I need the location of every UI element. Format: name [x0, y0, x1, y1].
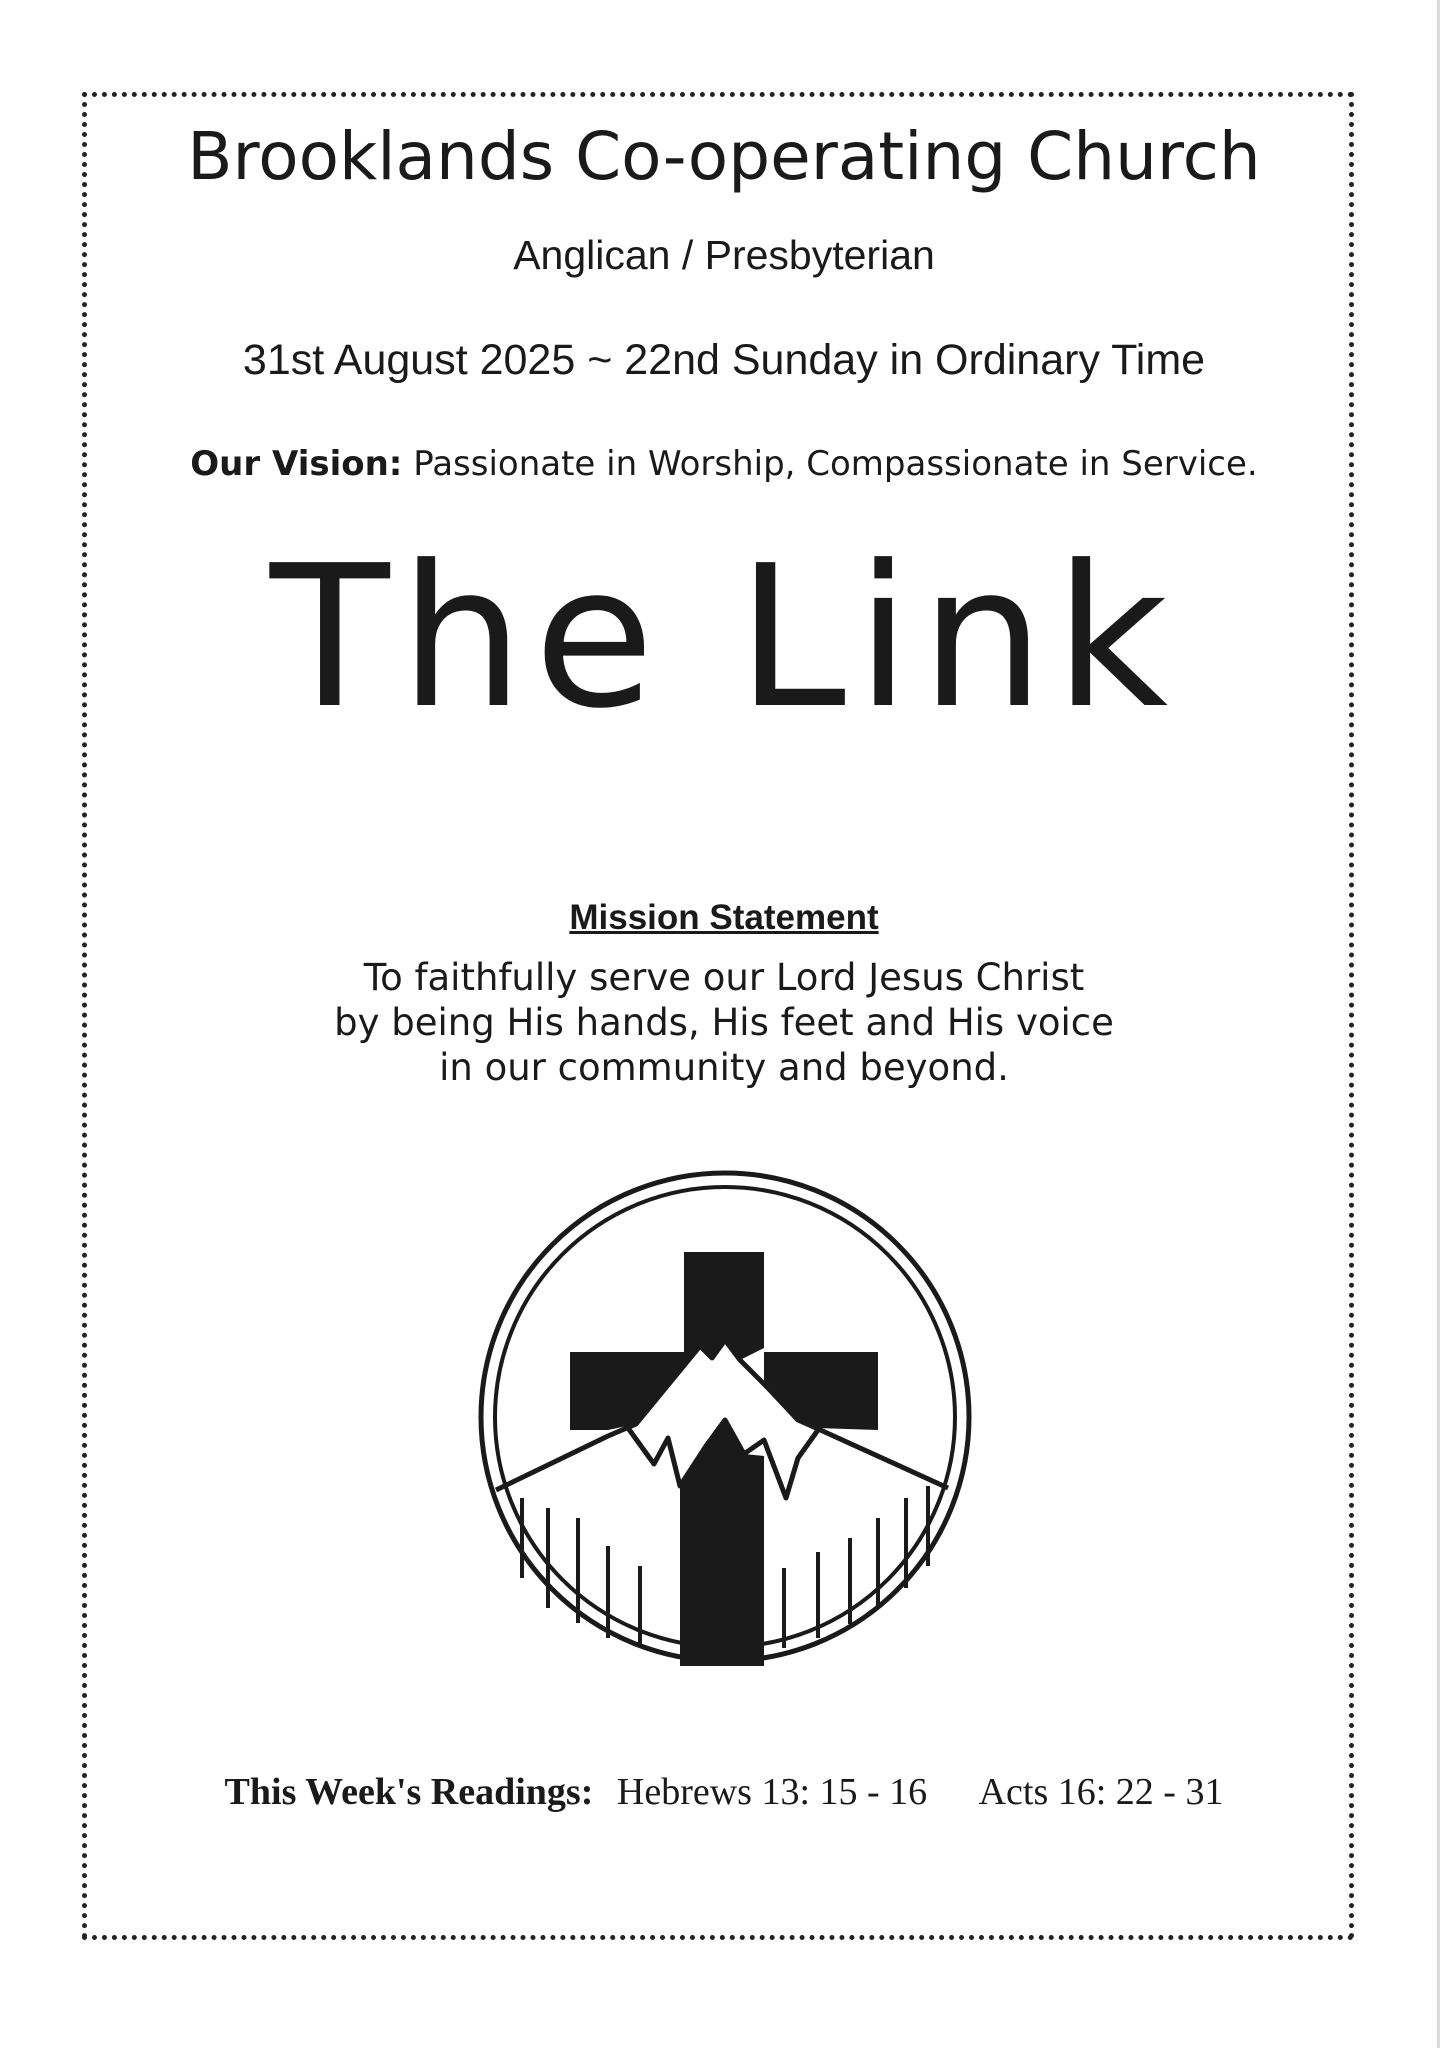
vision-label: Our Vision:: [190, 444, 403, 484]
newsletter-title: The Link: [269, 524, 1179, 752]
mission-line: in our community and beyond.: [439, 1046, 1009, 1089]
mission-line: To faithfully serve our Lord Jesus Christ: [363, 956, 1085, 999]
reading-item: Acts 16: 22 - 31: [978, 1771, 1224, 1813]
vision-text: Passionate in Worship, Compassionate in Service.: [413, 444, 1258, 484]
mission-line: by being His hands, His feet and His voice: [334, 1001, 1114, 1044]
reading-item: Hebrews 13: 15 - 16: [616, 1771, 928, 1813]
denomination: Anglican / Presbyterian: [513, 232, 935, 278]
weekly-readings: [0, 1770, 1448, 1814]
church-name: Brooklands Co-operating Church: [187, 118, 1261, 195]
date-line: 31st August 2025 ~ 22nd Sunday in Ordinary Time: [242, 336, 1206, 384]
readings-label: This Week's Readings:: [224, 1771, 594, 1813]
vision-statement: [0, 444, 1448, 484]
mission-heading: Mission Statement: [569, 898, 879, 937]
cross-mountain-logo-icon: [468, 1168, 982, 1666]
mission-text: [0, 955, 1448, 1090]
